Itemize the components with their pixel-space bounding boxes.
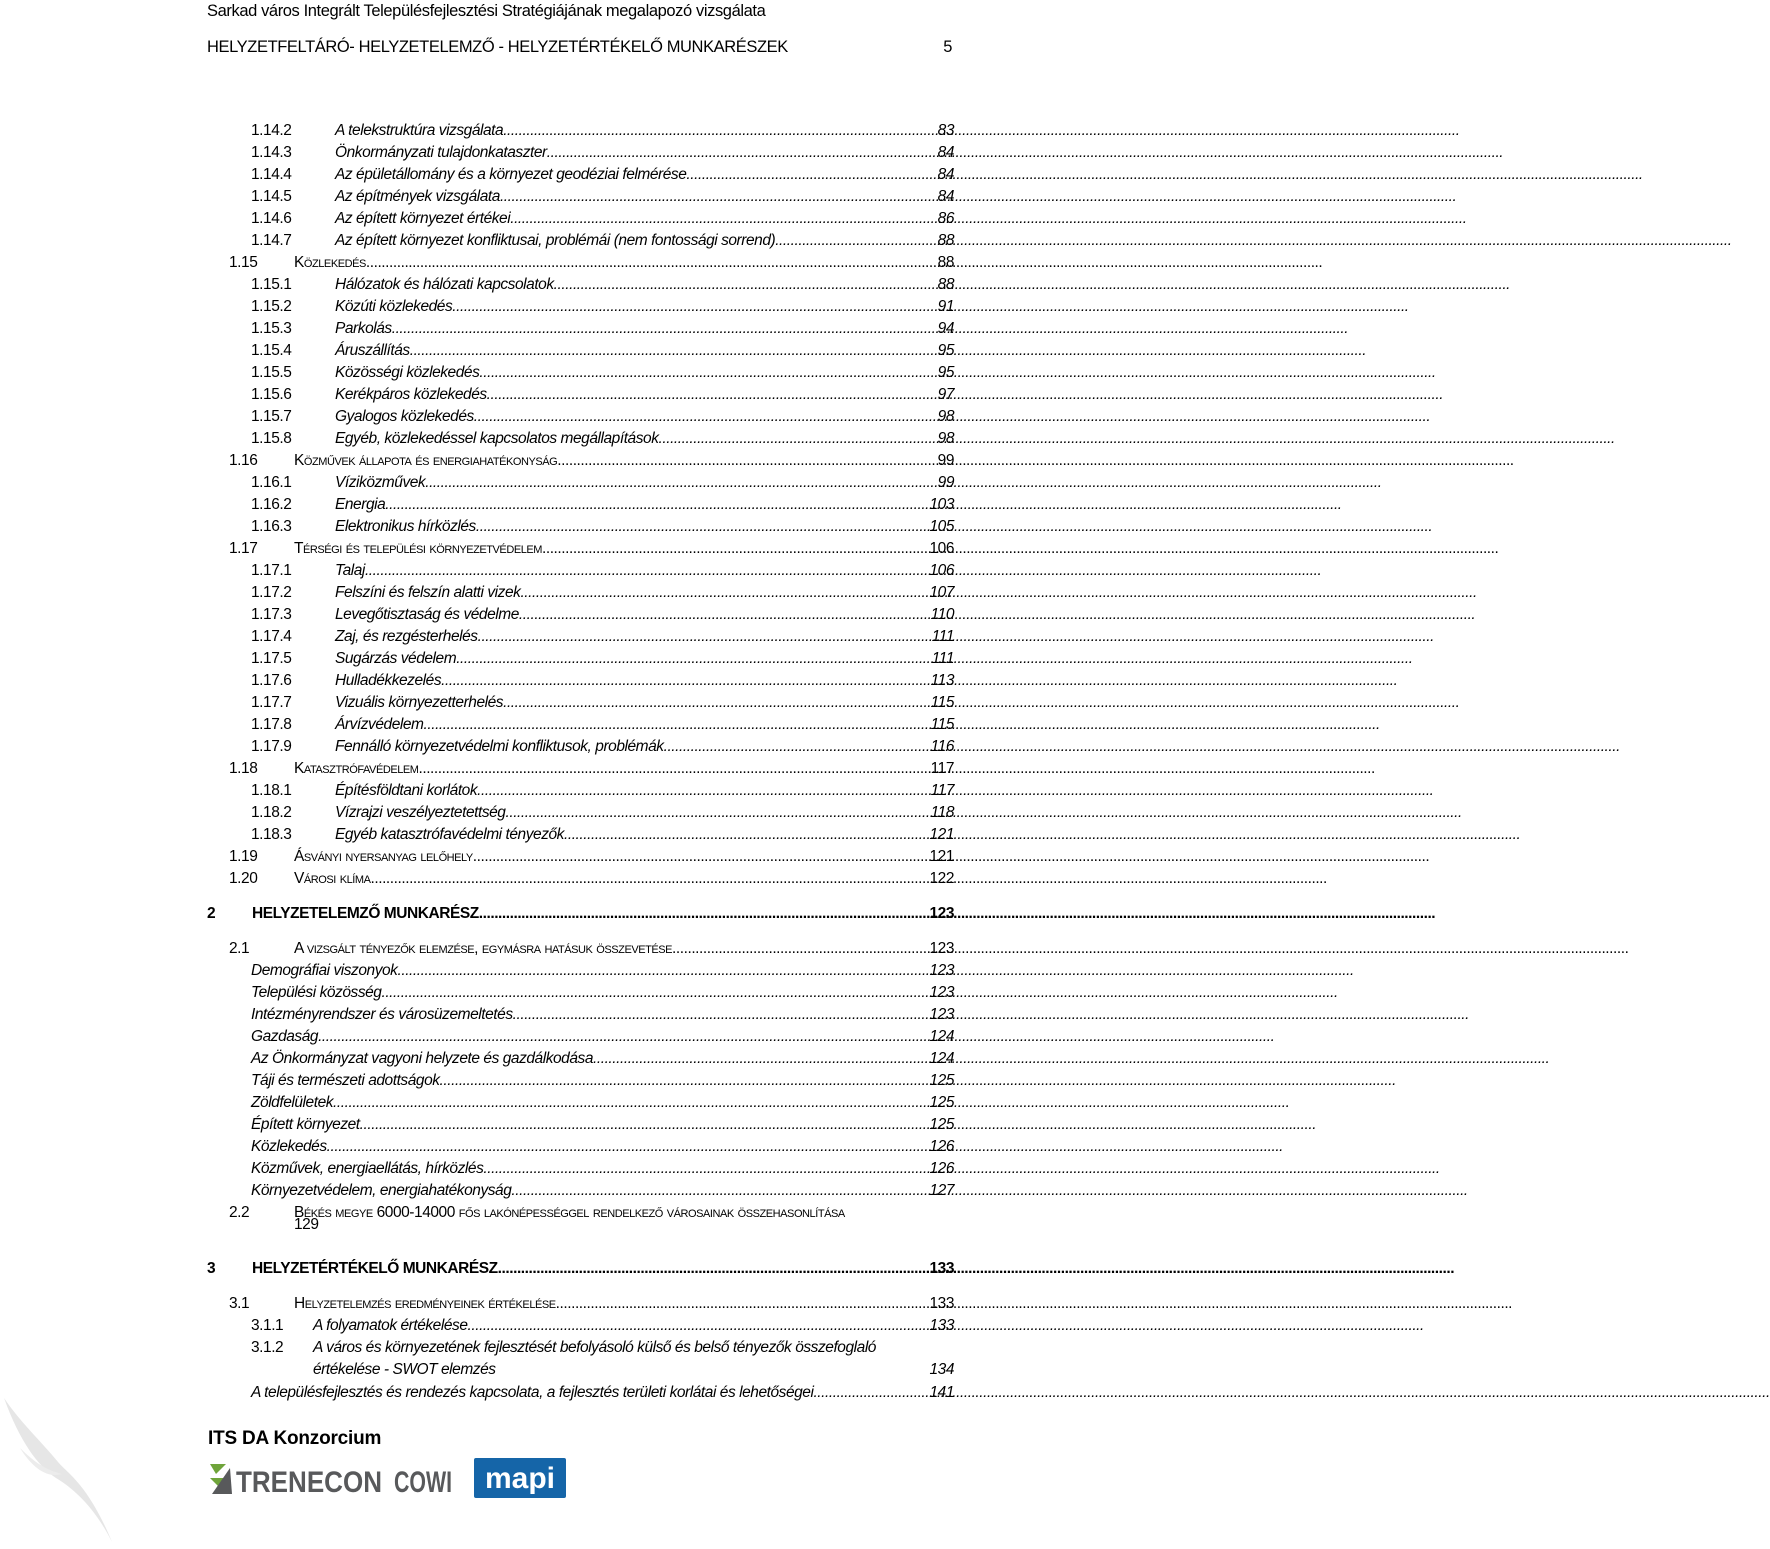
toc-entry[interactable] bbox=[0, 472, 960, 494]
toc-leader-dots bbox=[487, 384, 1443, 406]
toc-entry[interactable] bbox=[0, 938, 960, 960]
toc-entry-number: 1.15 bbox=[229, 254, 258, 271]
toc-entry-title: Talaj bbox=[335, 562, 365, 579]
toc-entry-number: 1.18.3 bbox=[251, 826, 292, 843]
toc-entry-number: 1.17.4 bbox=[251, 628, 292, 645]
toc-leader-dots bbox=[371, 868, 1327, 890]
toc-entry-number: 1.15.4 bbox=[251, 342, 292, 359]
toc-entry-page: 103 bbox=[929, 496, 954, 513]
toc-entry[interactable] bbox=[0, 1315, 960, 1337]
toc-leader-dots bbox=[385, 494, 1341, 516]
toc-entry-page: 141 bbox=[929, 1384, 954, 1401]
toc-entry[interactable] bbox=[0, 648, 960, 670]
toc-entry-title: Az Önkormányzat vagyoni helyzete és gazdálkodása bbox=[251, 1050, 593, 1067]
toc-entry-title: Gazdaság bbox=[251, 1028, 319, 1045]
toc-entry-page: 91 bbox=[937, 298, 954, 315]
toc-entry-page: 110 bbox=[930, 606, 954, 623]
toc-entry-page: 88 bbox=[937, 276, 954, 293]
toc-entry[interactable] bbox=[0, 824, 960, 846]
toc-entry[interactable] bbox=[0, 1026, 960, 1048]
toc-entry-number: 1.14.6 bbox=[251, 210, 292, 227]
toc-entry[interactable] bbox=[0, 604, 960, 626]
toc-entry-number: 1.18.2 bbox=[251, 804, 292, 821]
toc-entry[interactable] bbox=[0, 252, 960, 274]
toc-leader-dots bbox=[365, 560, 1321, 582]
toc-entry-page: 115 bbox=[930, 694, 954, 711]
toc-entry-number: 1.17.6 bbox=[251, 672, 292, 689]
toc-entry[interactable] bbox=[0, 1092, 960, 1114]
toc-entry[interactable] bbox=[0, 1337, 960, 1378]
toc-entry[interactable] bbox=[0, 1136, 960, 1158]
toc-entry-title: Táji és természeti adottságok bbox=[251, 1072, 440, 1089]
toc-entry-title: A város és környezetének fejlesztését befolyásoló külső és belső tényezők összefoglaló értékelése - SWOT elemzés bbox=[313, 1339, 876, 1378]
toc-leader-dots bbox=[498, 1258, 1454, 1280]
toc-entry-number: 3.1.1 bbox=[251, 1317, 284, 1334]
toc-entry-number: 1.15.7 bbox=[251, 408, 292, 425]
toc-entry-title: Az épített környezet konfliktusai, problémái (nem fontossági sorrend) bbox=[335, 232, 776, 249]
toc-entry[interactable] bbox=[0, 494, 960, 516]
toc-entry-page: 125 bbox=[929, 1116, 954, 1133]
toc-entry-number: 1.17.5 bbox=[251, 650, 292, 667]
cowi-wordmark: COWI bbox=[394, 1466, 452, 1499]
toc-entry-page: 116 bbox=[930, 738, 954, 755]
toc-entry[interactable] bbox=[0, 560, 960, 582]
toc-leader-dots bbox=[424, 714, 1380, 736]
trenecon-cowi-logo bbox=[208, 1458, 458, 1500]
toc-entry[interactable] bbox=[0, 626, 960, 648]
toc-entry[interactable] bbox=[0, 1070, 960, 1092]
toc-entry-page: 99 bbox=[937, 474, 954, 491]
toc-leader-dots bbox=[452, 296, 1408, 318]
toc-entry-title: Önkormányzati tulajdonkataszter bbox=[335, 144, 547, 161]
toc-entry-title: Intézményrendszer és városüzemeltetés bbox=[251, 1006, 513, 1023]
toc-entry-title: Zaj, és rezgésterhelés bbox=[335, 628, 478, 645]
toc-entry-title: Közlekedés bbox=[294, 254, 366, 271]
toc-entry-title: Felszíni és felszín alatti vizek bbox=[335, 584, 521, 601]
toc-entry-number: 3 bbox=[207, 1260, 216, 1277]
toc-leader-dots bbox=[381, 982, 1337, 1004]
toc-leader-dots bbox=[477, 780, 1433, 802]
toc-entry-page: 121 bbox=[929, 826, 954, 843]
toc-leader-dots bbox=[479, 362, 1435, 384]
toc-entry-title: Az épített környezet értékei bbox=[335, 210, 511, 227]
toc-entry-title: Hálózatok és hálózati kapcsolatok bbox=[335, 276, 554, 293]
toc-entry[interactable] bbox=[0, 230, 960, 252]
toc-leader-dots bbox=[425, 472, 1381, 494]
toc-entry-title: Elektronikus hírközlés bbox=[335, 518, 476, 535]
toc-entry[interactable] bbox=[0, 142, 960, 164]
toc-leader-dots bbox=[557, 450, 1513, 472]
toc-entry-number: 1.18 bbox=[229, 760, 258, 777]
toc-entry-number: 1.16.2 bbox=[251, 496, 292, 513]
toc-entry-page: 123 bbox=[929, 1006, 954, 1023]
toc-leader-dots bbox=[593, 1048, 1549, 1070]
toc-entry-page: 134 bbox=[929, 1361, 954, 1378]
toc-leader-dots bbox=[503, 120, 1459, 142]
toc-entry-page: 126 bbox=[929, 1160, 954, 1177]
toc-entry-page: 117 bbox=[930, 760, 954, 777]
toc-entry-number: 1.14.4 bbox=[251, 166, 292, 183]
toc-entry-title: A telekstruktúra vizsgálata bbox=[335, 122, 504, 139]
toc-leader-dots bbox=[505, 802, 1461, 824]
toc-entry-number: 1.20 bbox=[229, 870, 258, 887]
toc-entry[interactable] bbox=[0, 1114, 960, 1136]
toc-leader-dots bbox=[503, 692, 1459, 714]
toc-entry-title: Parkolás bbox=[335, 320, 392, 337]
toc-entry-number: 1.17.8 bbox=[251, 716, 292, 733]
toc-entry-page: 84 bbox=[937, 188, 954, 205]
toc-entry[interactable] bbox=[0, 758, 960, 780]
toc-entry-page: 94 bbox=[937, 320, 954, 337]
toc-entry-page: 126 bbox=[929, 1138, 954, 1155]
toc-entry-number: 1.17.1 bbox=[251, 562, 292, 579]
toc-entry-number: 1.15.1 bbox=[251, 276, 292, 293]
toc-entry[interactable] bbox=[0, 1382, 960, 1404]
toc-leader-dots bbox=[511, 1180, 1467, 1202]
toc-entry-number: 1.16.1 bbox=[251, 474, 292, 491]
toc-entry-page: 98 bbox=[937, 408, 954, 425]
toc-entry-title: Demográfiai viszonyok bbox=[251, 962, 398, 979]
toc-entry-title: Közlekedés bbox=[251, 1138, 327, 1155]
toc-entry-page: 125 bbox=[929, 1072, 954, 1089]
toc-leader-dots bbox=[547, 142, 1503, 164]
toc-entry-title: Az épületállomány és a környezet geodéziai felmérése bbox=[335, 166, 687, 183]
toc-entry[interactable] bbox=[0, 450, 960, 472]
toc-entry-title: Egyéb katasztrófavédelmi tényezők bbox=[335, 826, 564, 843]
trenecon-mark-icon bbox=[210, 1464, 232, 1494]
toc-leader-dots bbox=[440, 1070, 1396, 1092]
toc-entry-page: 123 bbox=[929, 905, 954, 922]
toc-leader-dots bbox=[554, 274, 1510, 296]
toc-leader-dots bbox=[327, 1136, 1283, 1158]
toc-entry-page: 123 bbox=[929, 984, 954, 1001]
toc-entry[interactable] bbox=[0, 846, 960, 868]
toc-entry-page: 88 bbox=[937, 254, 954, 271]
toc-entry-page: 124 bbox=[929, 1028, 954, 1045]
toc-entry[interactable] bbox=[0, 516, 960, 538]
toc-entry-title: Fennálló környezetvédelmi konfliktusok, problémák bbox=[335, 738, 664, 755]
toc-entry-title: Építésföldtani korlátok bbox=[335, 782, 478, 799]
toc-entry-page: 121 bbox=[929, 848, 954, 865]
toc-entry-title: Környezetvédelem, energiahatékonyság bbox=[251, 1182, 512, 1199]
toc-leader-dots bbox=[360, 1114, 1316, 1136]
toc-leader-dots bbox=[476, 516, 1432, 538]
toc-entry-title: Vizuális környezetterhelés bbox=[335, 694, 504, 711]
toc-entry-page: 123 bbox=[929, 940, 954, 957]
toc-leader-dots bbox=[483, 1158, 1439, 1180]
toc-entry-page: 117 bbox=[930, 782, 954, 799]
toc-entry-title: Vízrajzi veszélyeztetettség bbox=[335, 804, 506, 821]
toc-entry[interactable] bbox=[0, 318, 960, 340]
toc-entry[interactable] bbox=[0, 208, 960, 230]
toc-leader-dots bbox=[513, 1004, 1469, 1026]
toc-entry-page: 84 bbox=[937, 144, 954, 161]
toc-entry-title: Hulladékkezelés bbox=[335, 672, 442, 689]
toc-entry[interactable] bbox=[0, 1048, 960, 1070]
toc-entry-title: A folyamatok értékelése bbox=[313, 1317, 468, 1334]
toc-entry-number: 1.15.2 bbox=[251, 298, 292, 315]
toc-entry-page: 125 bbox=[929, 1094, 954, 1111]
toc-entry-page: 118 bbox=[930, 804, 954, 821]
toc-entry-page: 84 bbox=[937, 166, 954, 183]
toc-entry-title: Árvízvédelem bbox=[335, 716, 424, 733]
toc-entry-page: 105 bbox=[929, 518, 954, 535]
toc-entry[interactable] bbox=[0, 406, 960, 428]
toc-entry[interactable] bbox=[0, 384, 960, 406]
toc-entry-page: 123 bbox=[929, 962, 954, 979]
toc-leader-dots bbox=[775, 230, 1731, 252]
toc-entry-page: 107 bbox=[929, 584, 954, 601]
toc-entry-number: 2 bbox=[207, 905, 216, 922]
toc-entry-title: Helyzetelemzés eredményeinek értékelése bbox=[294, 1295, 556, 1312]
toc-entry-number: 1.16 bbox=[229, 452, 258, 469]
toc-entry[interactable] bbox=[0, 692, 960, 714]
toc-leader-dots bbox=[510, 208, 1466, 230]
toc-entry-page: 98 bbox=[937, 430, 954, 447]
toc-leader-dots bbox=[519, 604, 1475, 626]
toc-entry-page: 122 bbox=[929, 870, 954, 887]
toc-entry-title: Közművek állapota és energiahatékonyság bbox=[294, 452, 558, 469]
toc-leader-dots bbox=[418, 758, 1374, 780]
toc-entry-title: Zöldfelületek bbox=[251, 1094, 334, 1111]
toc-entry-page: 95 bbox=[937, 364, 954, 381]
toc-entry-page: 99 bbox=[937, 452, 954, 469]
toc-entry[interactable] bbox=[0, 340, 960, 362]
toc-entry-title: Ásványi nyersanyag lelőhely bbox=[294, 848, 473, 865]
toc-leader-dots bbox=[664, 736, 1620, 758]
toc-leader-dots bbox=[659, 428, 1615, 450]
toc-entry-page: 111 bbox=[931, 628, 954, 645]
toc-entry-number: 1.17.3 bbox=[251, 606, 292, 623]
toc-entry-title: Kerékpáros közlekedés bbox=[335, 386, 487, 403]
toc-entry[interactable] bbox=[0, 1180, 960, 1202]
toc-entry[interactable] bbox=[0, 780, 960, 802]
toc-entry-page: 106 bbox=[929, 562, 954, 579]
toc-entry-number: 1.14.5 bbox=[251, 188, 292, 205]
toc-entry[interactable] bbox=[0, 362, 960, 384]
toc-entry-title: Energia bbox=[335, 496, 386, 513]
toc-entry[interactable] bbox=[0, 1258, 960, 1280]
toc-entry[interactable] bbox=[0, 736, 960, 758]
toc-entry-title: HELYZETELEMZŐ MUNKARÉSZ bbox=[252, 905, 479, 922]
page-number: 5 bbox=[943, 38, 952, 56]
consortium-name: ITS DA Konzorcium bbox=[208, 1428, 382, 1449]
toc-entry-number: 1.18.1 bbox=[251, 782, 292, 799]
toc-entry-page: 97 bbox=[937, 386, 954, 403]
toc-entry[interactable] bbox=[0, 164, 960, 186]
toc-leader-dots bbox=[542, 538, 1498, 560]
toc-entry-number: 2.1 bbox=[229, 940, 250, 957]
toc-leader-dots bbox=[397, 960, 1353, 982]
toc-entry-title: Áruszállítás bbox=[335, 342, 410, 359]
toc-entry-number: 1.14.3 bbox=[251, 144, 292, 161]
toc-entry-title: Víziközművek bbox=[335, 474, 426, 491]
toc-entry-page: 133 bbox=[929, 1317, 954, 1334]
toc-entry[interactable] bbox=[0, 186, 960, 208]
trenecon-wordmark: TRENECON bbox=[236, 1466, 382, 1499]
toc-entry-page: 133 bbox=[929, 1295, 954, 1312]
toc-entry[interactable] bbox=[0, 670, 960, 692]
toc-entry[interactable] bbox=[0, 714, 960, 736]
toc-entry-number: 1.16.3 bbox=[251, 518, 292, 535]
toc-entry-number: 2.2 bbox=[229, 1204, 250, 1221]
toc-entry-number: 1.19 bbox=[229, 848, 258, 865]
toc-entry-number: 1.17.9 bbox=[251, 738, 292, 755]
toc-entry-number: 3.1.2 bbox=[251, 1339, 284, 1356]
toc-entry-title: A vizsgált tényezők elemzése, egymásra hatásuk összevetése bbox=[294, 940, 673, 957]
toc-entry-page: 111 bbox=[931, 650, 954, 667]
toc-entry-title: Közművek, energiaellátás, hírközlés bbox=[251, 1160, 484, 1177]
toc-entry-number: 1.15.6 bbox=[251, 386, 292, 403]
toc-entry[interactable] bbox=[0, 1293, 960, 1315]
toc-entry[interactable] bbox=[0, 802, 960, 824]
toc-entry[interactable] bbox=[0, 1158, 960, 1180]
svg-text:mapi: mapi bbox=[484, 1462, 556, 1495]
bird-watermark-icon bbox=[0, 1392, 120, 1549]
toc-entry[interactable] bbox=[0, 120, 960, 142]
toc-entry-number: 1.15.8 bbox=[251, 430, 292, 447]
toc-entry-number: 1.15.5 bbox=[251, 364, 292, 381]
toc-entry-title: HELYZETÉRTÉKELŐ MUNKARÉSZ bbox=[252, 1260, 498, 1277]
toc-entry-page: 88 bbox=[937, 232, 954, 249]
toc-entry-number: 1.17 bbox=[229, 540, 258, 557]
toc-leader-dots bbox=[333, 1092, 1289, 1114]
toc-leader-dots bbox=[479, 903, 1435, 925]
toc-entry-title: Az építmények vizsgálata bbox=[335, 188, 500, 205]
toc-entry-title: Települési közösség bbox=[251, 984, 382, 1001]
toc-leader-dots bbox=[564, 824, 1520, 846]
toc-entry-number: 1.17.7 bbox=[251, 694, 292, 711]
toc-entry-title: Gyalogos közlekedés bbox=[335, 408, 474, 425]
toc-entry-page: 133 bbox=[929, 1260, 954, 1277]
toc-leader-dots bbox=[813, 1382, 1769, 1404]
toc-leader-dots bbox=[410, 340, 1366, 362]
document-header-subtitle-row bbox=[207, 38, 952, 57]
toc-leader-dots bbox=[520, 582, 1476, 604]
toc-entry[interactable] bbox=[0, 274, 960, 296]
toc-entry-title: Békés megye 6000-14000 fős lakónépességgel rendelkező városainak összehasonlítása bbox=[294, 1204, 845, 1221]
document-header-title: Sarkad város Integrált Településfejlesztési Stratégiájának megalapozó vizsgálata bbox=[207, 2, 766, 20]
mapi-logo bbox=[474, 1458, 566, 1500]
toc-leader-dots bbox=[318, 1026, 1274, 1048]
toc-entry-number: 1.17.2 bbox=[251, 584, 292, 601]
toc-leader-dots bbox=[441, 670, 1397, 692]
toc-leader-dots bbox=[556, 1293, 1512, 1315]
toc-leader-dots bbox=[392, 318, 1348, 340]
toc-entry-title: Katasztrófavédelem bbox=[294, 760, 419, 777]
toc-entry-title: Városi klíma bbox=[294, 870, 371, 887]
toc-entry-page: 129 bbox=[294, 1216, 319, 1233]
toc-entry[interactable] bbox=[0, 1004, 960, 1026]
toc-entry-page: 95 bbox=[937, 342, 954, 359]
toc-entry-title: Közösségi közlekedés bbox=[335, 364, 480, 381]
toc-entry[interactable] bbox=[0, 538, 960, 560]
toc-leader-dots bbox=[500, 186, 1456, 208]
toc-entry-page: 113 bbox=[930, 672, 954, 689]
toc-entry[interactable] bbox=[0, 296, 960, 318]
document-header-subtitle: HELYZETFELTÁRÓ- HELYZETELEMZŐ - HELYZETÉRTÉKELŐ MUNKARÉSZEK bbox=[207, 38, 788, 56]
toc-entry-page: 83 bbox=[937, 122, 954, 139]
toc-leader-dots bbox=[672, 938, 1628, 960]
toc-entry-title: Közúti közlekedés bbox=[335, 298, 453, 315]
toc-entry-title: Épített környezet bbox=[251, 1116, 360, 1133]
toc-entry-page: 115 bbox=[930, 716, 954, 733]
toc-entry[interactable] bbox=[0, 428, 960, 450]
toc-entry-title: Térségi és települési környezetvédelem bbox=[294, 540, 542, 557]
toc-entry-number: 1.15.3 bbox=[251, 320, 292, 337]
toc-entry-page: 86 bbox=[937, 210, 954, 227]
toc-entry[interactable] bbox=[0, 903, 960, 925]
toc-entry-page: 127 bbox=[929, 1182, 954, 1199]
toc-entry[interactable] bbox=[0, 982, 960, 1004]
toc-leader-dots bbox=[478, 626, 1434, 648]
toc-leader-dots bbox=[686, 164, 1642, 186]
toc-entry[interactable] bbox=[0, 868, 960, 890]
toc-entry[interactable] bbox=[0, 1202, 960, 1233]
toc-entry-title: Egyéb, közlekedéssel kapcsolatos megállapítások bbox=[335, 430, 659, 447]
toc-entry-title: Levegőtisztaság és védelme bbox=[335, 606, 519, 623]
toc-entry-number: 1.14.7 bbox=[251, 232, 292, 249]
toc-leader-dots bbox=[366, 252, 1322, 274]
toc-entry-page: 124 bbox=[929, 1050, 954, 1067]
toc-entry-title: Sugárzás védelem bbox=[335, 650, 457, 667]
toc-entry-number: 3.1 bbox=[229, 1295, 250, 1312]
toc-entry-number: 1.14.2 bbox=[251, 122, 292, 139]
toc-entry[interactable] bbox=[0, 582, 960, 604]
toc-entry-page: 106 bbox=[929, 540, 954, 557]
toc-entry-title: A településfejlesztés és rendezés kapcsolata, a fejlesztés területi korlátai és lehetőségei bbox=[251, 1384, 814, 1401]
toc-entry[interactable] bbox=[0, 960, 960, 982]
